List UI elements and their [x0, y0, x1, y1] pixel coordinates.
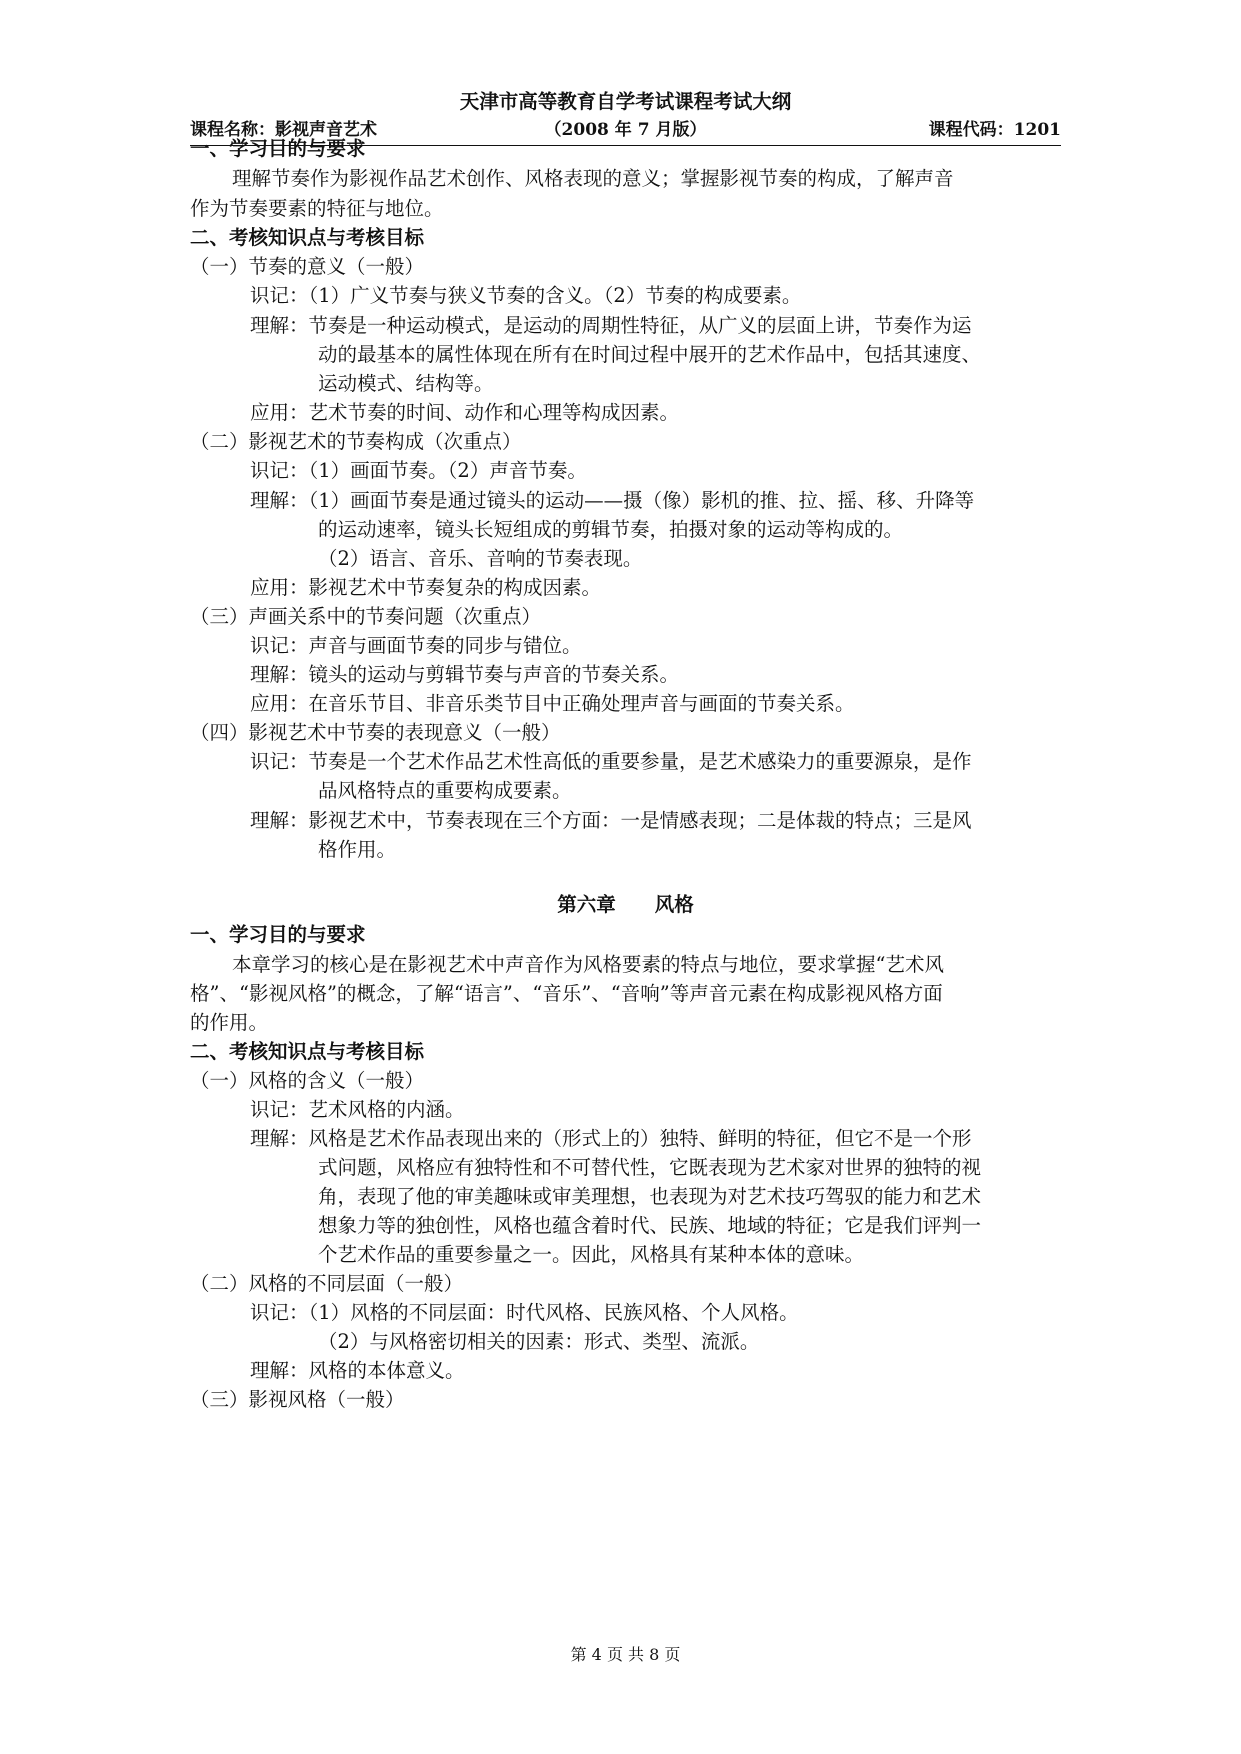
item-line: 识记：声音与画面节奏的同步与错位。: [250, 634, 582, 657]
item-continuation: 式问题，风格应有独特性和不可替代性，它既表现为艺术家对世界的独特的视: [318, 1156, 982, 1179]
item-line: 识记：（1）风格的不同层面：时代风格、民族风格、个人风格。: [250, 1301, 799, 1324]
paragraph-line: 的作用。: [190, 1011, 269, 1034]
item-continuation: 个艺术作品的重要参量之一。因此，风格具有某种本体的意味。: [318, 1243, 865, 1266]
subsection-heading: （一）风格的含义（一般）: [190, 1069, 425, 1092]
item-line: 理解：镜头的运动与剪辑节奏与声音的节奏关系。: [250, 663, 680, 686]
section-heading: 一、学习目的与要求: [190, 137, 366, 160]
item-line: 识记：（1）画面节奏。（2）声音节奏。: [250, 459, 587, 482]
item-line: 理解：影视艺术中，节奏表现在三个方面：一是情感表现；二是体裁的特点；三是风: [250, 809, 972, 832]
paragraph-line: 格”、“影视风格”的概念，了解“语言”、“音乐”、“音响”等声音元素在构成影视风格方面: [190, 982, 943, 1005]
section-heading: 二、考核知识点与考核目标: [190, 1040, 425, 1063]
section-heading: 二、考核知识点与考核目标: [190, 226, 425, 249]
item-line: 理解：（1）画面节奏是通过镜头的运动——摄（像）影机的推、拉、摇、移、升降等: [250, 489, 975, 512]
paragraph-line: 作为节奏要素的特征与地位。: [190, 197, 444, 220]
item-line: 识记：（1）广义节奏与狭义节奏的含义。（2）节奏的构成要素。: [250, 284, 802, 307]
item-continuation: （2）语言、音乐、音响的节奏表现。: [318, 547, 643, 570]
subsection-heading: （四）影视艺术中节奏的表现意义（一般）: [190, 721, 561, 744]
item-continuation: 运动模式、结构等。: [318, 372, 494, 395]
course-name: 课程名称：影视声音艺术: [190, 120, 377, 140]
item-continuation: 想象力等的独创性，风格也蕴含着时代、民族、地域的特征；它是我们评判一: [318, 1214, 982, 1237]
subsection-heading: （三）影视风格（一般）: [190, 1388, 405, 1411]
edition: （2008 年 7 月版）: [544, 120, 707, 140]
item-line: 理解：节奏是一种运动模式，是运动的周期性特征，从广义的层面上讲，节奏作为运: [250, 314, 972, 337]
item-line: 应用：影视艺术中节奏复杂的构成因素。: [250, 576, 602, 599]
item-continuation: 角，表现了他的审美趣味或审美理想，也表现为对艺术技巧驾驭的能力和艺术: [318, 1185, 982, 1208]
item-line: 识记：节奏是一个艺术作品艺术性高低的重要参量，是艺术感染力的重要源泉，是作: [250, 750, 972, 773]
item-line: 应用：在音乐节目、非音乐类节目中正确处理声音与画面的节奏关系。: [250, 692, 855, 715]
section-heading: 一、学习目的与要求: [190, 923, 366, 946]
document-title: 天津市高等教育自学考试课程考试大纲: [459, 90, 792, 113]
item-continuation: 品风格特点的重要构成要素。: [318, 779, 572, 802]
item-continuation: 动的最基本的属性体现在所有在时间过程中展开的艺术作品中，包括其速度、: [318, 343, 982, 366]
page-number: 第 4 页 共 8 页: [570, 1645, 681, 1664]
subsection-heading: （三）声画关系中的节奏问题（次重点）: [190, 605, 542, 628]
item-continuation: 的运动速率，镜头长短组成的剪辑节奏，拍摄对象的运动等构成的。: [318, 518, 904, 541]
subsection-heading: （二）影视艺术的节奏构成（次重点）: [190, 430, 522, 453]
item-continuation: 格作用。: [318, 838, 397, 861]
chapter-title: 第六章 风格: [557, 893, 694, 916]
item-continuation: （2）与风格密切相关的因素：形式、类型、流派。: [318, 1330, 760, 1353]
subsection-heading: （二）风格的不同层面（一般）: [190, 1272, 464, 1295]
item-line: 理解：风格的本体意义。: [250, 1359, 465, 1382]
course-code: 课程代码：1201: [928, 120, 1061, 140]
item-line: 理解：风格是艺术作品表现出来的（形式上的）独特、鲜明的特征，但它不是一个形: [250, 1127, 972, 1150]
paragraph-line: 理解节奏作为影视作品艺术创作、风格表现的意义；掌握影视节奏的构成，了解声音: [232, 167, 954, 190]
paragraph-line: 本章学习的核心是在影视艺术中声音作为风格要素的特点与地位，要求掌握“艺术风: [232, 953, 944, 976]
item-line: 应用：艺术节奏的时间、动作和心理等构成因素。: [250, 401, 680, 424]
subsection-heading: （一）节奏的意义（一般）: [190, 255, 425, 278]
item-line: 识记：艺术风格的内涵。: [250, 1098, 465, 1121]
